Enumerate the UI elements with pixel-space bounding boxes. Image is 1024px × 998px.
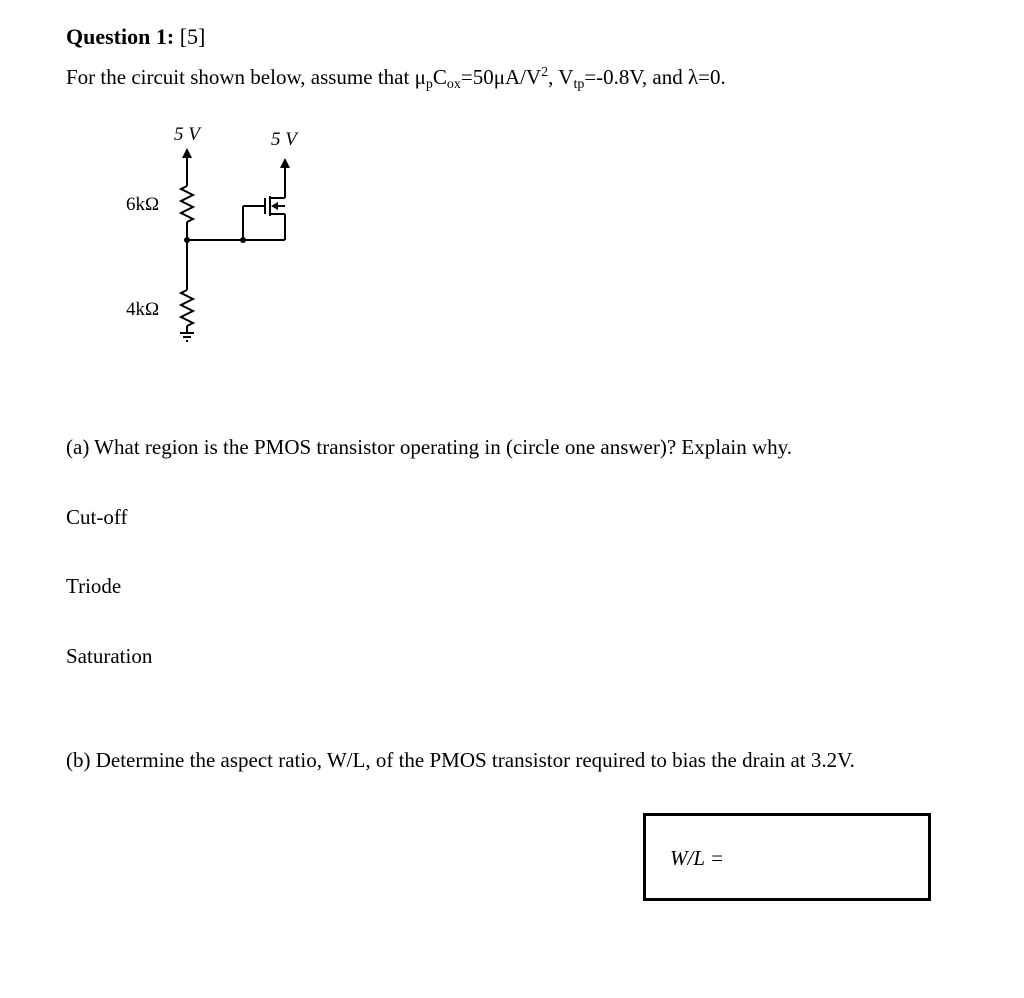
vt-symbol: , V	[548, 65, 574, 89]
resistor-4k	[181, 290, 193, 326]
answer-label: W/L =	[670, 846, 725, 870]
option-triode[interactable]: Triode	[66, 574, 122, 598]
problem-statement	[66, 65, 726, 93]
supply-label-left: 5 V	[174, 124, 200, 145]
mu-subscript: p	[425, 77, 433, 92]
gate-node-dot	[240, 237, 246, 243]
supply-label-right: 5 V	[271, 129, 297, 150]
mu-cox-value: =50μA/V	[460, 65, 542, 89]
cox-subscript: ox	[446, 77, 461, 92]
cox-symbol: C	[432, 65, 447, 89]
resistor-6k	[181, 186, 193, 222]
question-heading	[66, 24, 205, 50]
option-cut-off[interactable]: Cut-off	[66, 505, 128, 529]
answer-box[interactable]	[643, 813, 931, 901]
option-saturation[interactable]: Saturation	[66, 644, 153, 668]
resistor-label-4k: 4kΩ	[126, 299, 160, 320]
circuit-diagram	[110, 118, 320, 363]
left-supply-arrow	[182, 148, 192, 158]
mu-symbol: μ	[414, 65, 426, 89]
vt-value: =-0.8V, and λ=0.	[584, 65, 726, 89]
question-points: [5]	[179, 24, 206, 49]
mu-cox-exponent: 2	[541, 65, 549, 80]
right-supply-arrow	[280, 158, 290, 168]
part-a-prompt: (a) What region is the PMOS transistor operating in (circle one answer)? Explain why.	[66, 435, 793, 459]
resistor-label-6k: 6kΩ	[126, 194, 160, 215]
pmos-body-arrow	[271, 202, 278, 210]
vt-subscript: tp	[573, 77, 585, 92]
intro-text: For the circuit shown below, assume that	[66, 65, 415, 89]
part-b-prompt: (b) Determine the aspect ratio, W/L, of the PMOS transistor required to bias the drain at 3.2V.	[66, 748, 855, 772]
question-number: Question 1:	[66, 24, 175, 49]
divider-node-dot	[184, 237, 190, 243]
